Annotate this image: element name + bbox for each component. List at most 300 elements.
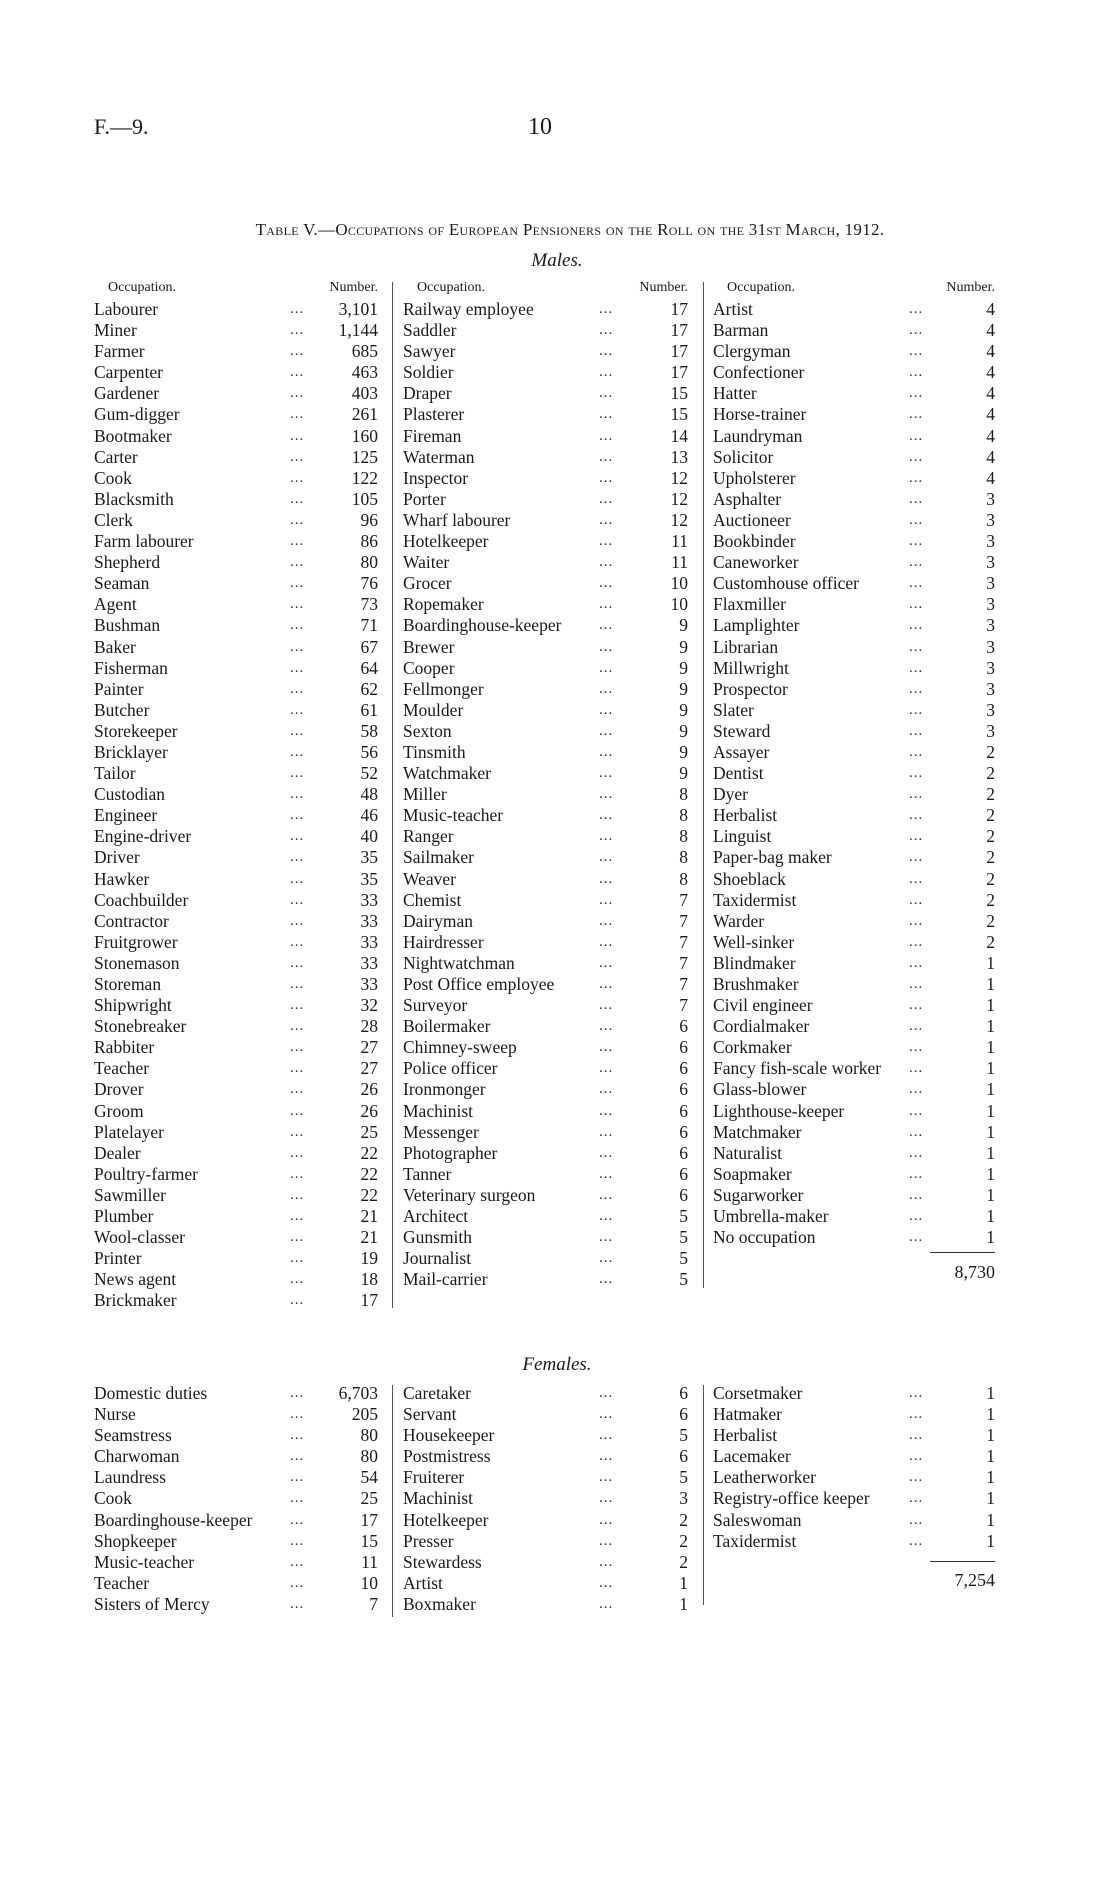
- occupation-cell: Engine-driver: [94, 826, 192, 847]
- dot-leader: ...: [909, 301, 924, 317]
- table-row: [94, 1248, 378, 1269]
- dot-leader: ...: [290, 343, 305, 360]
- number-cell: 1: [986, 1142, 995, 1163]
- number-cell: 2: [986, 847, 995, 868]
- occupation-cell: Sugarworker: [713, 1184, 804, 1205]
- occupation-cell: Tinsmith: [403, 741, 466, 762]
- occupation-cell: Ironmonger: [403, 1079, 486, 1100]
- table-row: [94, 615, 378, 636]
- number-cell: 10: [670, 573, 688, 594]
- occupation-cell: Baker: [94, 636, 136, 657]
- number-cell: 9: [679, 741, 688, 762]
- table-row: [713, 1467, 995, 1488]
- occupation-cell: Wool-classer: [94, 1227, 185, 1248]
- number-cell: 403: [351, 383, 378, 404]
- males-column-3: [713, 280, 995, 1248]
- occupation-cell: Inspector: [403, 467, 469, 488]
- number-cell: 62: [360, 678, 378, 699]
- table-row: [713, 615, 995, 636]
- occupation-cell: Customhouse officer: [713, 573, 859, 594]
- occupation-cell: Confectioner: [713, 362, 805, 383]
- table-row: [713, 1227, 995, 1248]
- number-cell: 105: [351, 488, 378, 509]
- dot-leader: ...: [909, 786, 924, 803]
- number-cell: 4: [986, 320, 995, 341]
- occupation-cell: Paper-bag maker: [713, 847, 832, 868]
- table-row: [713, 489, 995, 510]
- column-header-number: Number.: [329, 280, 378, 295]
- table-row: [403, 890, 688, 911]
- dot-leader: ...: [599, 385, 614, 402]
- column-divider: [392, 1385, 393, 1617]
- dot-leader: ...: [599, 1490, 614, 1507]
- dot-leader: ...: [290, 596, 305, 613]
- table-row: [403, 805, 688, 826]
- number-cell: 2: [986, 784, 995, 805]
- dot-leader: ...: [599, 511, 614, 528]
- table-row: [94, 826, 378, 847]
- males-column-2: [403, 280, 688, 1290]
- number-cell: 12: [670, 488, 688, 509]
- number-cell: 261: [351, 404, 378, 425]
- dot-leader: ...: [599, 933, 614, 950]
- dot-leader: ...: [599, 786, 614, 803]
- table-row: [403, 468, 688, 489]
- number-cell: 48: [360, 784, 378, 805]
- column-header-occupation: Occupation.: [417, 280, 486, 295]
- occupation-cell: Civil engineer: [713, 995, 813, 1016]
- occupation-cell: Servant: [403, 1404, 457, 1425]
- dot-leader: ...: [599, 533, 614, 550]
- number-cell: 1: [986, 1100, 995, 1121]
- table-row: [403, 1383, 688, 1404]
- occupation-cell: Matchmaker: [713, 1121, 802, 1142]
- occupation-cell: Asphalter: [713, 488, 782, 509]
- number-cell: 1: [986, 1016, 995, 1037]
- dot-leader: ...: [909, 1186, 924, 1203]
- occupation-cell: Farmer: [94, 341, 145, 362]
- dot-leader: ...: [599, 1039, 614, 1056]
- dot-leader: ...: [599, 1406, 614, 1423]
- dot-leader: ...: [290, 364, 305, 381]
- table-row: [403, 932, 688, 953]
- dot-leader: ...: [290, 1427, 305, 1444]
- number-cell: 2: [679, 1551, 688, 1572]
- dot-leader: ...: [290, 807, 305, 824]
- number-cell: 1: [986, 1184, 995, 1205]
- table-row: [713, 1404, 995, 1425]
- table-row: [94, 1058, 378, 1079]
- number-cell: 35: [360, 847, 378, 868]
- occupation-cell: Dealer: [94, 1142, 141, 1163]
- dot-leader: ...: [909, 1102, 924, 1119]
- occupation-cell: Weaver: [403, 868, 456, 889]
- dot-leader: ...: [599, 1271, 614, 1288]
- occupation-cell: Clergyman: [713, 341, 791, 362]
- number-cell: 96: [360, 509, 378, 530]
- number-cell: 3: [986, 531, 995, 552]
- dot-leader: ...: [909, 1385, 924, 1401]
- occupation-cell: Librarian: [713, 636, 779, 657]
- occupation-cell: Brewer: [403, 636, 455, 657]
- occupation-cell: Gum-digger: [94, 404, 180, 425]
- table-row: [94, 1552, 378, 1573]
- occupation-cell: Chemist: [403, 889, 462, 910]
- number-cell: 8: [679, 805, 688, 826]
- table-row: [94, 1122, 378, 1143]
- column-header-occupation: Occupation.: [108, 280, 177, 295]
- number-cell: 26: [360, 1079, 378, 1100]
- number-cell: 1: [679, 1593, 688, 1614]
- dot-leader: ...: [599, 1469, 614, 1486]
- occupation-cell: Barman: [713, 320, 769, 341]
- dot-leader: ...: [909, 533, 924, 550]
- number-cell: 28: [360, 1016, 378, 1037]
- dot-leader: ...: [290, 638, 305, 655]
- table-row: [403, 953, 688, 974]
- number-cell: 52: [360, 763, 378, 784]
- occupation-cell: Storeman: [94, 974, 162, 994]
- dot-leader: ...: [909, 1144, 924, 1161]
- dot-leader: ...: [599, 765, 614, 782]
- dot-leader: ...: [599, 1595, 614, 1612]
- dot-leader: ...: [599, 301, 614, 317]
- number-cell: 7: [679, 974, 688, 994]
- occupation-cell: Cooper: [403, 657, 455, 678]
- occupation-cell: Housekeeper: [403, 1425, 495, 1446]
- occupation-cell: Veterinary surgeon: [403, 1184, 536, 1205]
- dot-leader: ...: [290, 954, 305, 971]
- number-cell: 4: [986, 404, 995, 425]
- dot-leader: ...: [599, 490, 614, 507]
- dot-leader: ...: [290, 849, 305, 866]
- dot-leader: ...: [909, 722, 924, 739]
- number-cell: 205: [351, 1404, 378, 1425]
- table-row: [94, 510, 378, 531]
- number-cell: 14: [670, 425, 688, 446]
- dot-leader: ...: [290, 870, 305, 887]
- occupation-cell: Fruitgrower: [94, 931, 178, 952]
- number-cell: 8: [679, 784, 688, 805]
- number-cell: 35: [360, 868, 378, 889]
- number-cell: 1,144: [338, 320, 378, 341]
- table-row: [713, 637, 995, 658]
- table-row: [713, 1122, 995, 1143]
- dot-leader: ...: [290, 1448, 305, 1465]
- number-cell: 5: [679, 1227, 688, 1248]
- table-row: [94, 1425, 378, 1446]
- females-column-2: [403, 1383, 688, 1615]
- table-row: [94, 869, 378, 890]
- table-row: [403, 1552, 688, 1573]
- dot-leader: ...: [599, 849, 614, 866]
- table-row: [403, 1425, 688, 1446]
- number-cell: 3: [986, 699, 995, 720]
- number-cell: 9: [679, 657, 688, 678]
- number-cell: 6: [679, 1383, 688, 1403]
- occupation-cell: Seamstress: [94, 1425, 172, 1446]
- number-cell: 71: [360, 615, 378, 636]
- occupation-cell: Soapmaker: [713, 1163, 792, 1184]
- column-header-number: Number.: [946, 280, 995, 295]
- table-row: [403, 679, 688, 700]
- dot-leader: ...: [909, 997, 924, 1014]
- table-row: [713, 826, 995, 847]
- table-row: [403, 1269, 688, 1290]
- table-row: [403, 974, 688, 995]
- occupation-cell: Assayer: [713, 741, 770, 762]
- dot-leader: ...: [290, 1469, 305, 1486]
- table-row: [94, 341, 378, 362]
- number-cell: 6: [679, 1404, 688, 1425]
- occupation-cell: Hairdresser: [403, 931, 484, 952]
- occupation-cell: Photographer: [403, 1142, 498, 1163]
- table-row: [94, 1164, 378, 1185]
- table-row: [713, 1058, 995, 1079]
- dot-leader: ...: [599, 1511, 614, 1528]
- number-cell: 463: [351, 362, 378, 383]
- table-row: [713, 531, 995, 552]
- number-cell: 125: [351, 446, 378, 467]
- column-header-occupation: Occupation.: [727, 280, 796, 295]
- number-cell: 1: [986, 1163, 995, 1184]
- number-cell: 12: [670, 467, 688, 488]
- number-cell: 61: [360, 699, 378, 720]
- dot-leader: ...: [909, 343, 924, 360]
- table-row: [94, 1594, 378, 1615]
- dot-leader: ...: [909, 1060, 924, 1077]
- occupation-cell: Stonemason: [94, 952, 180, 973]
- number-cell: 56: [360, 741, 378, 762]
- number-cell: 6: [679, 1163, 688, 1184]
- number-cell: 2: [986, 763, 995, 784]
- dot-leader: ...: [909, 1165, 924, 1182]
- table-row: [403, 404, 688, 425]
- number-cell: 10: [360, 1572, 378, 1593]
- occupation-cell: Fancy fish-scale worker: [713, 1058, 882, 1079]
- dot-leader: ...: [290, 1081, 305, 1098]
- number-cell: 3: [986, 488, 995, 509]
- occupation-cell: No occupation: [713, 1227, 816, 1248]
- dot-leader: ...: [290, 912, 305, 929]
- table-row: [94, 700, 378, 721]
- table-row: [94, 489, 378, 510]
- dot-leader: ...: [599, 891, 614, 908]
- occupation-cell: Millwright: [713, 657, 789, 678]
- occupation-cell: Well-sinker: [713, 931, 795, 952]
- dot-leader: ...: [909, 617, 924, 634]
- table-row: [713, 869, 995, 890]
- dot-leader: ...: [909, 1081, 924, 1098]
- number-cell: 33: [360, 910, 378, 931]
- number-cell: 17: [670, 362, 688, 383]
- occupation-cell: Domestic duties: [94, 1383, 208, 1403]
- number-cell: 1: [986, 1121, 995, 1142]
- occupation-cell: Shoeblack: [713, 868, 786, 889]
- dot-leader: ...: [909, 364, 924, 381]
- dot-leader: ...: [599, 1427, 614, 1444]
- occupation-cell: Upholsterer: [713, 467, 796, 488]
- number-cell: 8: [679, 826, 688, 847]
- dot-leader: ...: [599, 954, 614, 971]
- number-cell: 9: [679, 615, 688, 636]
- table-row: [713, 700, 995, 721]
- dot-leader: ...: [290, 786, 305, 803]
- occupation-cell: Sailmaker: [403, 847, 474, 868]
- occupation-cell: Farm labourer: [94, 531, 194, 552]
- occupation-cell: Taxidermist: [713, 1530, 797, 1551]
- occupation-cell: Steward: [713, 720, 771, 741]
- table-row: [403, 1488, 688, 1509]
- table-row: [403, 847, 688, 868]
- dot-leader: ...: [909, 322, 924, 339]
- occupation-cell: Waiter: [403, 552, 450, 573]
- table-row: [403, 1227, 688, 1248]
- number-cell: 25: [360, 1488, 378, 1509]
- occupation-cell: Fisherman: [94, 657, 168, 678]
- table-row: [713, 1383, 995, 1404]
- dot-leader: ...: [599, 976, 614, 992]
- table-row: [403, 700, 688, 721]
- dot-leader: ...: [599, 448, 614, 465]
- number-cell: 15: [670, 404, 688, 425]
- number-cell: 2: [986, 931, 995, 952]
- table-row: [713, 383, 995, 404]
- table-row: [713, 1185, 995, 1206]
- occupation-cell: Taxidermist: [713, 889, 797, 910]
- dot-leader: ...: [290, 1271, 305, 1288]
- dot-leader: ...: [290, 891, 305, 908]
- table-row: [713, 341, 995, 362]
- number-cell: 4: [986, 341, 995, 362]
- dot-leader: ...: [599, 680, 614, 697]
- number-cell: 9: [679, 720, 688, 741]
- number-cell: 3: [986, 720, 995, 741]
- occupation-cell: Agent: [94, 594, 137, 615]
- occupation-cell: Ranger: [403, 826, 454, 847]
- table-row: [94, 805, 378, 826]
- number-cell: 40: [360, 826, 378, 847]
- table-row: [403, 742, 688, 763]
- dot-leader: ...: [599, 617, 614, 634]
- table-row: [403, 1016, 688, 1037]
- dot-leader: ...: [599, 1574, 614, 1591]
- dot-leader: ...: [290, 765, 305, 782]
- number-cell: 27: [360, 1058, 378, 1079]
- dot-leader: ...: [290, 533, 305, 550]
- table-row: [403, 1531, 688, 1552]
- document-reference: F.—9.: [94, 114, 149, 139]
- dot-leader: ...: [599, 743, 614, 760]
- table-row: [94, 1206, 378, 1227]
- table-row: [713, 1531, 995, 1552]
- column-header: [713, 280, 995, 299]
- dot-leader: ...: [599, 1250, 614, 1267]
- number-cell: 6: [679, 1058, 688, 1079]
- males-total: 8,730: [954, 1262, 995, 1282]
- number-cell: 13: [670, 446, 688, 467]
- dot-leader: ...: [909, 490, 924, 507]
- dot-leader: ...: [290, 1144, 305, 1161]
- dot-leader: ...: [909, 406, 924, 423]
- occupation-cell: Gunsmith: [403, 1227, 473, 1248]
- dot-leader: ...: [909, 469, 924, 486]
- dot-leader: ...: [909, 870, 924, 887]
- number-cell: 7: [369, 1593, 378, 1614]
- number-cell: 7: [679, 952, 688, 973]
- number-cell: 1: [986, 1058, 995, 1079]
- dot-leader: ...: [599, 1553, 614, 1570]
- table-row: [403, 1101, 688, 1122]
- occupation-cell: Saleswoman: [713, 1509, 802, 1530]
- number-cell: 6: [679, 1184, 688, 1205]
- table-row: [713, 784, 995, 805]
- occupation-cell: Dentist: [713, 763, 764, 784]
- table-row: [713, 953, 995, 974]
- number-cell: 17: [670, 341, 688, 362]
- occupation-cell: Boardinghouse-keeper: [403, 615, 562, 636]
- table-row: [94, 362, 378, 383]
- dot-leader: ...: [909, 385, 924, 402]
- table-row: [403, 1122, 688, 1143]
- dot-leader: ...: [290, 1229, 305, 1246]
- dot-leader: ...: [909, 912, 924, 929]
- dot-leader: ...: [909, 933, 924, 950]
- table-row: [713, 763, 995, 784]
- table-row: [713, 573, 995, 594]
- table-row: [94, 320, 378, 341]
- table-row: [713, 1037, 995, 1058]
- number-cell: 4: [986, 425, 995, 446]
- dot-leader: ...: [290, 659, 305, 676]
- table-row: [94, 679, 378, 700]
- occupation-cell: Linguist: [713, 826, 772, 847]
- dot-leader: ...: [599, 554, 614, 571]
- occupation-cell: Prospector: [713, 678, 788, 699]
- occupation-cell: Horse-trainer: [713, 404, 807, 425]
- occupation-cell: Custodian: [94, 784, 165, 805]
- occupation-cell: Brickmaker: [94, 1290, 177, 1311]
- number-cell: 5: [679, 1467, 688, 1488]
- number-cell: 9: [679, 763, 688, 784]
- number-cell: 58: [360, 720, 378, 741]
- occupation-cell: Mail-carrier: [403, 1269, 488, 1290]
- number-cell: 27: [360, 1037, 378, 1058]
- dot-leader: ...: [290, 976, 305, 992]
- males-total-rule: [930, 1252, 995, 1253]
- table-row: [94, 1446, 378, 1467]
- table-row: [403, 489, 688, 510]
- table-row: [94, 426, 378, 447]
- dot-leader: ...: [909, 1511, 924, 1528]
- occupation-cell: Hatmaker: [713, 1404, 782, 1425]
- occupation-cell: Engineer: [94, 805, 158, 826]
- number-cell: 4: [986, 467, 995, 488]
- number-cell: 2: [679, 1530, 688, 1551]
- occupation-cell: Messenger: [403, 1121, 479, 1142]
- table-row: [713, 426, 995, 447]
- dot-leader: ...: [290, 554, 305, 571]
- table-row: [713, 1101, 995, 1122]
- occupation-cell: Clerk: [94, 509, 133, 530]
- table-row: [713, 932, 995, 953]
- number-cell: 1: [986, 1404, 995, 1425]
- dot-leader: ...: [599, 828, 614, 845]
- table-row: [713, 911, 995, 932]
- number-cell: 160: [351, 425, 378, 446]
- table-row: [403, 1248, 688, 1269]
- dot-leader: ...: [290, 1511, 305, 1528]
